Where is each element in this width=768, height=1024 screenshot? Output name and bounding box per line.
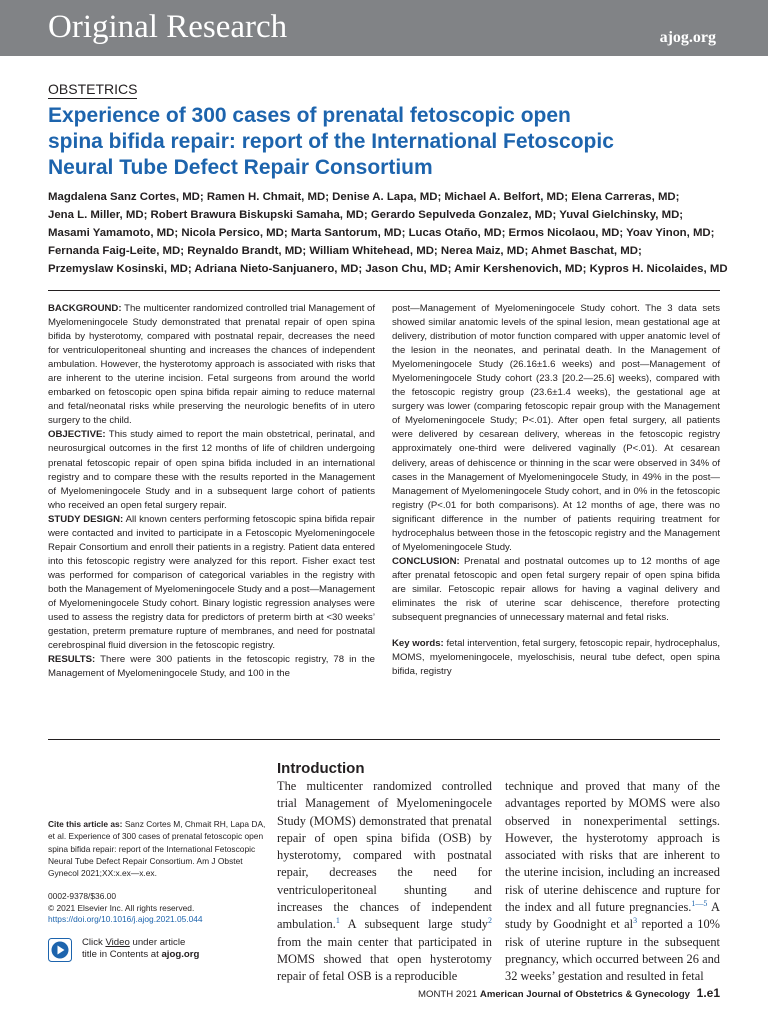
publication-info xyxy=(48,891,266,926)
video-site-link[interactable]: ajog.org xyxy=(161,949,200,960)
issn: 0002-9378/$36.00 xyxy=(48,891,116,901)
abstract-keywords: Key words: fetal intervention, fetal surgery, fetoscopic repair, hydrocephalus, MOMS, myelomeningocele, myeloschisis, neural tube defect, open spina bifida, registry xyxy=(392,638,720,678)
title-line: Experience of 300 cases of prenatal fetoscopic open xyxy=(48,104,571,127)
abstract-bottom-rule xyxy=(48,739,720,740)
page-footer xyxy=(418,986,720,1000)
doi-link[interactable]: https://doi.org/10.1016/j.ajog.2021.05.044 xyxy=(48,914,203,925)
intro-paragraph-continued: technique and proved that many of the advantages reported by MOMS were also observed in nonexperimental settings. However, the hysterotomy approach is associated with risks that are inherent to the uterine incision, including an increased risk of uterine dehiscence and rupture for the index and all future pregnancies.$^{1—5}$ A study by Goodnight et al$^3$ reported a 10% risk of uterine rupture in the subsequent pregnancy, which occurred between 26 and 32 weeks’ gestation and resulted in fetal xyxy=(505,779,720,984)
author-line: Magdalena Sanz Cortes, MD; Ramen H. Chmait, MD; Denise A. Lapa, MD; Michael A. Belfort, MD; Elena Carreras, MD; xyxy=(48,191,680,203)
play-video-icon[interactable] xyxy=(48,938,72,962)
conclusion-label: CONCLUSION: xyxy=(392,555,460,567)
author-line: Fernanda Faig-Leite, MD; Reynaldo Brandt, MD; William Whitehead, MD; Nerea Maiz, MD; Ahmet Baschat, MD; xyxy=(48,245,642,257)
title-line: Neural Tube Defect Repair Consortium xyxy=(48,156,433,179)
design-label: STUDY DESIGN: xyxy=(48,513,124,525)
keywords-label: Key words: xyxy=(392,638,444,650)
cite-text: Sanz Cortes M, Chmait RH, Lapa DA, et al. Experience of 300 cases of prenatal fetoscopic open spina bifida repair: report of the International Fetoscopic Neural Tube Defect Repair Consortium. Am J Obstet Gynecol 2021;XX:x.ex—x.ex. xyxy=(48,819,266,879)
body-column-2 xyxy=(505,778,720,986)
abstract-conclusion: CONCLUSION: Prenatal and postnatal outcomes up to 12 months of age after prenatal fetoscopic and open fetal surgery repair of open spina bifida are similar. Fetoscopic repair allows for having a vaginal delivery and eliminates the risk of uterine scar dehiscence, therefore protecting subsequent pregnancies of unnecessary maternal and fetal risks. xyxy=(392,555,720,624)
author-line: Przemyslaw Kosinski, MD; Adriana Nieto-Sanjuanero, MD; Jason Chu, MD; Amir Kershenovich, MD; Kypros H. Nicolaides, MD xyxy=(48,263,728,275)
background-label: BACKGROUND: xyxy=(48,303,122,314)
video-link[interactable]: Video xyxy=(105,937,130,948)
abstract-top-rule xyxy=(48,290,720,291)
copyright: © 2021 Elsevier Inc. All rights reserved. xyxy=(48,902,195,913)
author-line: Jena L. Miller, MD; Robert Brawura Biskupski Samaha, MD; Gerardo Sepulveda Gonzalez, MD; Yuval Gielchinsky, MD; xyxy=(48,209,684,221)
video-note[interactable] xyxy=(48,936,266,964)
introduction-heading: Introduction xyxy=(277,760,365,777)
abstract-column-right xyxy=(392,302,720,679)
category-label: OBSTETRICS xyxy=(48,82,137,99)
abstract-objective: OBJECTIVE: This study aimed to report the main obstetrical, perinatal, and neurosurgical outcomes in the first 12 months of life of children undergoing prenatal fetoscopic repair of open spina bifida included in an international registry and to compare these with the results reported in the Management of Myelomeningocele Study and in a subsequent large cohort of patients who received an open fetal surgery repair. xyxy=(48,429,375,511)
footer-journal: American Journal of Obstetrics & Gynecology xyxy=(479,989,690,1000)
abstract-design: STUDY DESIGN: All known centers performing fetoscopic spina bifida repair were contacted and invited to participate in a Fetoscopic Myelomeningocele Repair Consortium and enroll their patients in a registry. Patient data entered into this fetoscopic registry were analyzed for this report. Fisher exact test was performed for comparison of categorical variables in the registry with both the Management of Myelomeningocele Study and a post—Management of Myelomeningocele Study cohort. Binary logistic regression analyses were used to assess the registry data for predictors of preterm birth at <30 weeks’ gestation, preterm premature rupture of membranes, and need for postnatal cerebrospinal fluid diversion in the fetoscopic registry. xyxy=(48,513,376,652)
abstract-background: BACKGROUND: The multicenter randomized controlled trial Management of Myelomeningocele Study demonstrated that prenatal repair of open spina bifida by hysterotomy, compared with postnatal repair, decreases the need for ventriculoperitoneal shunting and increases the chances of independent ambulation. However, the hysterotomy approach is associated with risks that are inherent to the uterine incision. Fetal surgeons from around the world embarked on fetoscopic open spina bifida repair aiming to reduce maternal and fetal/neonatal risks while preserving the neurologic benefits of in utero surgery to the child. xyxy=(48,303,375,427)
objective-label: OBJECTIVE: xyxy=(48,429,106,441)
reference-link[interactable]: 3 xyxy=(633,916,638,926)
section-band-title: Original Research xyxy=(48,9,288,45)
cite-label: Cite this article as: xyxy=(48,819,123,829)
title-line: spina bifida repair: report of the International Fetoscopic xyxy=(48,130,614,153)
reference-link[interactable]: 2 xyxy=(488,916,492,926)
results-label: RESULTS: xyxy=(48,654,96,666)
video-note-text: Click Video under article title in Contents at ajog.org xyxy=(82,937,200,960)
footer-month: MONTH 2021 xyxy=(418,989,478,1000)
author-line: Masami Yamamoto, MD; Nicola Persico, MD; Marta Santorum, MD; Lucas Otaño, MD; Ermos Nicolaou, MD; Yoav Yinon, MD; xyxy=(48,227,715,239)
page-number: 1.e1 xyxy=(696,986,720,1000)
journal-site[interactable]: ajog.org xyxy=(659,29,716,46)
header-band xyxy=(0,0,768,56)
body-column-1 xyxy=(277,778,492,986)
author-list xyxy=(48,188,728,278)
abstract-column-left xyxy=(48,302,375,681)
intro-paragraph: The multicenter randomized controlled trial Management of Myelomeningocele Study (MOMS) demonstrated that prenatal repair of open spina bifida (OSB) by hysterotomy, compared with postnatal repair, decreases the need for ventriculoperitoneal shunting and increases the chances of independent ambulation.$^1$ A subsequent large study$^2$ from the main center that participated in MOMS showed that open hysterotomy repair of fetal OSB is a reproducible xyxy=(277,779,492,984)
cite-box xyxy=(48,818,266,879)
reference-link[interactable]: 1—5 xyxy=(691,898,708,908)
article-title xyxy=(48,103,708,181)
reference-link[interactable]: 1 xyxy=(335,916,340,926)
abstract-results: RESULTS: There were 300 patients in the fetoscopic registry, 78 in the Management of Myelomeningocele Study, and 100 in the xyxy=(48,654,376,680)
abstract-results-continued: post—Management of Myelomeningocele Study cohort. The 3 data sets showed similar anatomic levels of the spinal lesion, mean gestational age at delivery, distribution of motor function compared with upper anatomic level of the lesion in the neonates, and perinatal death. In the Management of Myelomeningocele Study (26.16±1.6 weeks) and post—Management of Myelomeningocele Study cohort (23.3 [20.2—25.6] weeks), compared with the fetoscopic registry group (23.6±1.4 weeks), the gestational age at surgery was lower (comparing fetoscopic repair group with the Management of Myelomeningocele Study; P<.01). After open fetal surgery, all patients were delivered by cesarean delivery, whereas in the fetoscopic registry approximately one-third were delivered vaginally (P<.01). At cesarean delivery, areas of dehiscence or thinning in the scar were observed in 34% of cases in the Management of Myelomeningocele Study, in 49% in the post—Management of Myelomeningocele Study cohort, and in 0% in the fetoscopic registry (P<.01 for both comparisons). At 12 months of age, there was no significant difference in the number of patients requiring treatment for hydrocephalus between those in the fetoscopic registry and the Management of Myelomeningocele Study. xyxy=(392,303,720,553)
